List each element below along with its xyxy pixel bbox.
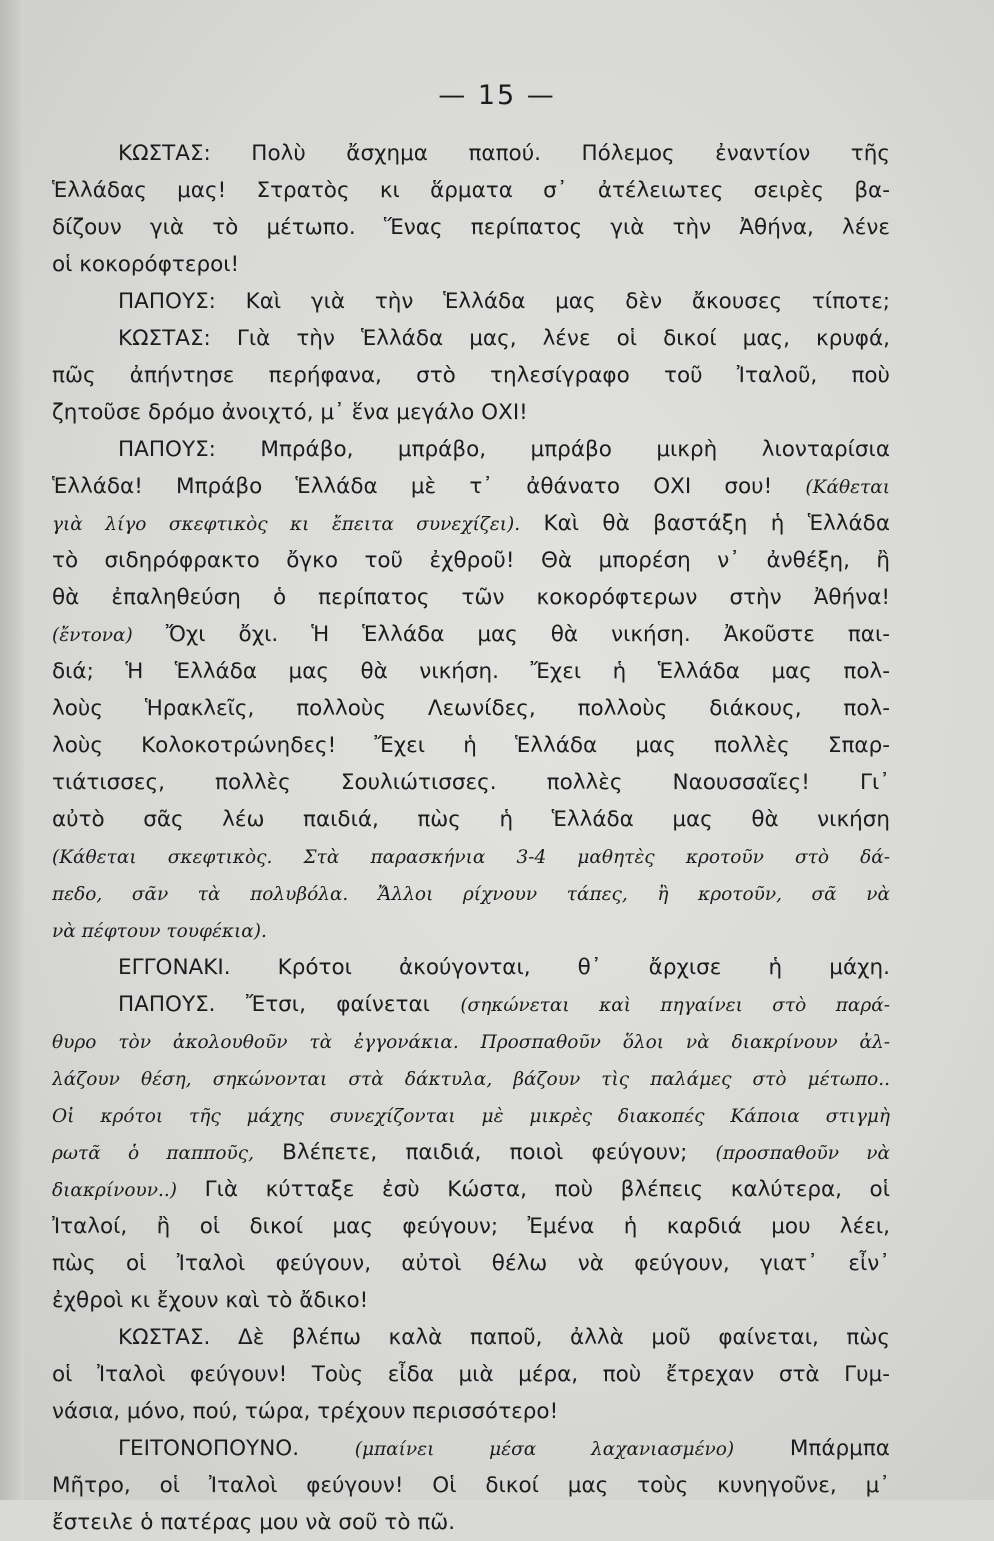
text-line xyxy=(52,801,890,838)
dialogue-text: ΚΩΣΤΑΣ: Πολὺ ἄσχημα παπού. Πόλεμος ἐναντίον τῆς xyxy=(118,141,890,166)
dialogue-text: ἔστειλε ὁ πατέρας μου νὰ σοῦ τὸ πῶ. xyxy=(52,1510,456,1535)
text-line xyxy=(52,1504,890,1541)
stage-direction: πεδο, σᾶν τὰ πολυβόλα. Ἄλλοι ρίχνουν τάπες, ἢ κροτοῦν, σᾶ νὰ xyxy=(52,884,890,905)
text-line xyxy=(52,912,890,949)
dialogue-text: ΚΩΣΤΑΣ: Γιὰ τὴν Ἑλλάδα μας, λένε οἱ δικοί μας, κρυφά, xyxy=(118,326,890,351)
text-line xyxy=(52,172,890,209)
dialogue-text: ΠΑΠΟΥΣ: Καὶ γιὰ τὴν Ἑλλάδα μας δὲν ἄκουσες τίποτε; xyxy=(118,289,890,314)
dialogue-text: αὐτὸ σᾶς λέω παιδιά, πὼς ἡ Ἑλλάδα μας θὰ νικήση xyxy=(52,807,890,832)
page-number: — 15 — xyxy=(438,80,556,111)
text-line xyxy=(52,394,890,431)
text-line xyxy=(52,727,890,764)
dialogue-text: ΓΕΙΤΟΝΟΠΟΥΝΟ. xyxy=(118,1436,355,1461)
text-line xyxy=(52,1023,890,1060)
text-line xyxy=(52,1393,890,1430)
stage-direction: (Κάθεται σκεφτικὸς. Στὰ παρασκήνια 3-4 μαθητὲς κροτοῦν στὸ δά- xyxy=(52,847,890,868)
dialogue-text: Γιὰ κύτταξε ἐσὺ Κώστα, ποὺ βλέπεις καλύτερα, οἱ xyxy=(177,1177,890,1202)
text-line xyxy=(52,579,890,616)
binding-shadow xyxy=(0,0,24,1500)
stage-direction: Οἱ κρότοι τῆς μάχης συνεχίζονται μὲ μικρὲς διακοπές Κάποια στιγμὴ xyxy=(52,1106,890,1127)
dialogue-text: Ἑλλάδας μας! Στρατὸς κι ἅρματα σ᾽ ἀτέλειωτες σειρὲς βα- xyxy=(52,178,890,203)
text-line xyxy=(52,1319,890,1356)
text-line xyxy=(52,1356,890,1393)
stage-direction: (Κάθεται xyxy=(805,477,890,498)
text-line xyxy=(52,949,890,986)
dialogue-text: Μπάρμπα xyxy=(734,1436,890,1461)
dialogue-text: οἱ Ἰταλοὶ φεύγουν! Τοὺς εἶδα μιὰ μέρα, ποὺ ἔτρεχαν στὰ Γυμ- xyxy=(52,1362,890,1387)
dialogue-text: ζητοῦσε δρόμο ἀνοιχτό, μ᾽ ἕνα μεγάλο ΟΧΙ! xyxy=(52,400,528,425)
text-line xyxy=(52,1060,890,1097)
dialogue-text: Ἑλλάδα! Μπράβο Ἑλλάδα μὲ τ᾽ ἀθάνατο ΟΧΙ σου! xyxy=(52,474,806,499)
text-line xyxy=(52,1282,890,1319)
dialogue-text: Μῆτρο, οἱ Ἰταλοὶ φεύγουν! Οἱ δικοί μας τοὺς κυνηγοῦνε, μ᾽ xyxy=(52,1473,890,1498)
text-line xyxy=(52,1171,890,1208)
dialogue-text: πῶς ἀπήντησε περήφανα, στὸ τηλεσίγραφο τοῦ Ἰταλοῦ, ποὺ xyxy=(52,363,890,388)
text-line xyxy=(52,357,890,394)
text-line xyxy=(52,542,890,579)
dialogue-text: πὼς οἱ Ἰταλοὶ φεύγουν, αὐτοὶ θέλω νὰ φεύγουν, γιατ᾽ εἶν᾽ xyxy=(52,1251,890,1276)
dialogue-text: λοὺς Κολοκοτρώνηδες! Ἔχει ἡ Ἑλλάδα μας πολλὲς Σπαρ- xyxy=(52,733,890,758)
dialogue-text: ΚΩΣΤΑΣ. Δὲ βλέπω καλὰ παποῦ, ἀλλὰ μοῦ φαίνεται, πὼς xyxy=(118,1325,890,1350)
text-line xyxy=(52,1467,890,1504)
text-line xyxy=(52,764,890,801)
play-text-body xyxy=(52,135,890,1541)
dialogue-text: ΠΑΠΟΥΣ: Μπράβο, μπράβο, μπράβο μικρὴ λιονταρίσια xyxy=(118,437,890,462)
text-line xyxy=(52,135,890,172)
dialogue-text: ἐχθροὶ κι ἔχουν καὶ τὸ ἄδικο! xyxy=(52,1288,369,1313)
text-line xyxy=(52,283,890,320)
text-line xyxy=(52,838,890,875)
text-line xyxy=(52,505,890,542)
dialogue-text: νάσια, μόνο, πού, τώρα, τρέχουν περισσότερο! xyxy=(52,1399,559,1424)
dialogue-text: τὸ σιδηρόφρακτο ὄγκο τοῦ ἐχθροῦ! Θὰ μπορέση ν᾽ ἀνθέξη, ἢ xyxy=(52,548,890,573)
dialogue-text: ΕΓΓΟΝΑΚΙ. Κρότοι ἀκούγονται, θ᾽ ἄρχισε ἡ μάχη. xyxy=(118,955,890,980)
dialogue-text: λοὺς Ἡρακλεῖς, πολλοὺς Λεωνίδες, πολλοὺς διάκους, πολ- xyxy=(52,696,890,721)
dialogue-text: θὰ ἐπαληθεύση ὁ περίπατος τῶν κοκορόφτερων στὴν Ἀθήνα! xyxy=(52,585,890,610)
dialogue-text: Βλέπετε, παιδιά, ποιοὶ φεύγουν; xyxy=(253,1140,716,1165)
stage-direction: (προσπαθοῦν νὰ xyxy=(715,1143,890,1164)
text-line xyxy=(52,320,890,357)
text-line xyxy=(52,875,890,912)
text-line xyxy=(52,1245,890,1282)
stage-direction: διακρίνουν..) xyxy=(52,1180,178,1201)
stage-direction: θυρο τὸν ἀκολουθοῦν τὰ ἐγγονάκια. Προσπαθοῦν ὅλοι νὰ διακρίνουν ἀλ- xyxy=(52,1032,890,1053)
dialogue-text: Ἰταλοί, ἢ οἱ δικοί μας φεύγουν; Ἐμένα ἡ καρδιά μου λέει, xyxy=(52,1214,890,1239)
text-line xyxy=(52,468,890,505)
dialogue-text: διά; Ἡ Ἑλλάδα μας θὰ νικήση. Ἔχει ἡ Ἑλλάδα μας πολ- xyxy=(52,659,890,684)
text-line xyxy=(52,690,890,727)
dialogue-text: ΠΑΠΟΥΣ. Ἔτσι, φαίνεται xyxy=(118,992,461,1017)
stage-direction: (μπαίνει μέσα λαχανιασμένο) xyxy=(354,1439,735,1460)
dialogue-text: οἱ κοκορόφτεροι! xyxy=(52,252,240,277)
dialogue-text: τιάτισσες, πολλὲς Σουλιώτισσες. πολλὲς Ναουσσαῖες! Γι᾽ xyxy=(52,770,890,795)
stage-direction: γιὰ λίγο σκεφτικὸς κι ἔπειτα συνεχίζει). xyxy=(52,514,521,535)
text-line xyxy=(52,209,890,246)
dialogue-text: Καὶ θὰ βαστάξη ἡ Ἑλλάδα xyxy=(520,511,890,536)
text-line xyxy=(52,431,890,468)
stage-direction: νὰ πέφτουν τουφέκια). xyxy=(52,921,267,942)
text-line xyxy=(52,1430,890,1467)
text-line xyxy=(52,616,890,653)
stage-direction: (σηκώνεται καὶ πηγαίνει στὸ παρά- xyxy=(460,995,890,1016)
text-line xyxy=(52,986,890,1023)
text-line xyxy=(52,1208,890,1245)
stage-direction: (ἔντονα) xyxy=(52,625,133,646)
text-line xyxy=(52,1134,890,1171)
text-line xyxy=(52,1097,890,1134)
dialogue-text: δίζουν γιὰ τὸ μέτωπο. Ἕνας περίπατος γιὰ τὴν Ἀθήνα, λένε xyxy=(52,215,890,240)
text-line xyxy=(52,653,890,690)
dialogue-text: Ὄχι ὄχι. Ἡ Ἑλλάδα μας θὰ νικήση. Ἀκοῦστε παι- xyxy=(132,622,890,647)
text-line xyxy=(52,246,890,283)
stage-direction: ρωτᾶ ὁ παπποῦς, xyxy=(52,1143,254,1164)
stage-direction: λάζουν θέση, σηκώνονται στὰ δάκτυλα, βάζουν τὶς παλάμες στὸ μέτωπο.. xyxy=(52,1069,890,1090)
